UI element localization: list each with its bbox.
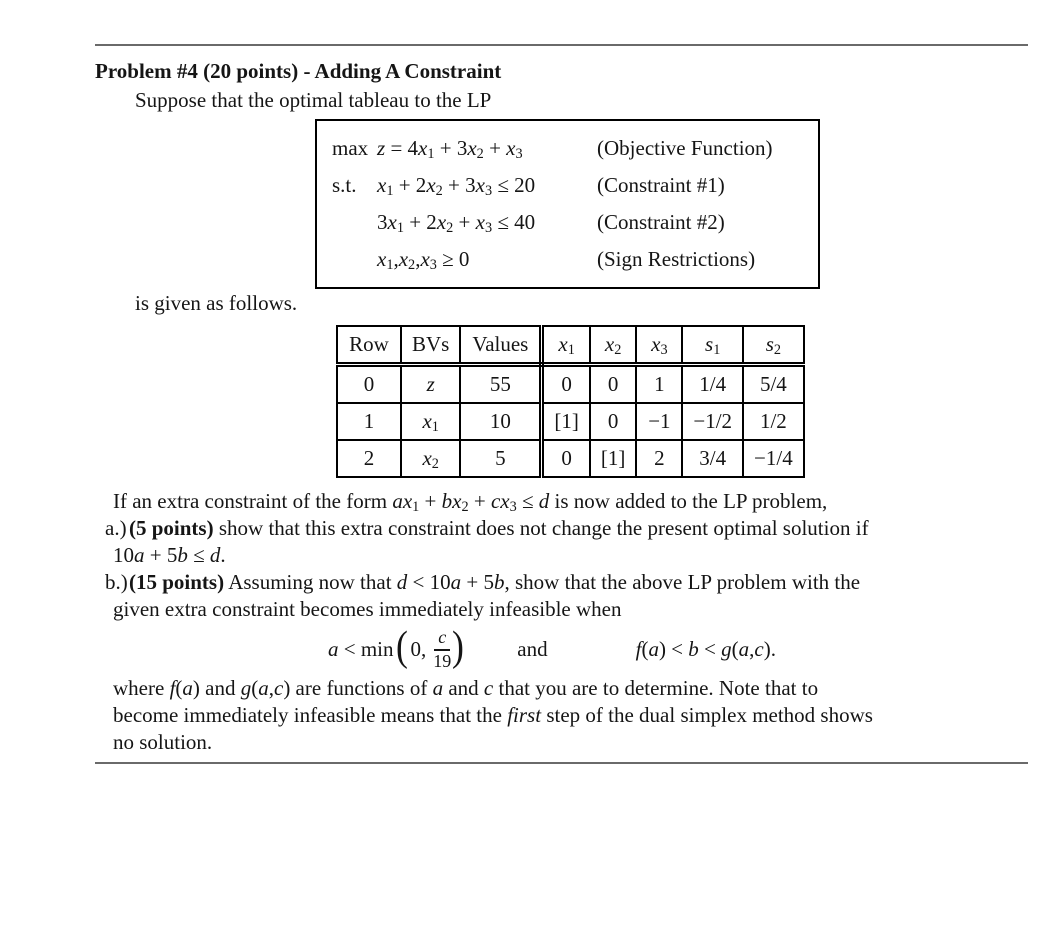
tableau-header-cell: $x_1$ <box>542 326 590 365</box>
tableau-cell: 1/2 <box>743 403 804 440</box>
lp-constraint-2-equation: $3x_1 + 2x_2 + x_3 \le 40$ <box>377 210 536 237</box>
tableau-cell: 0 <box>542 440 590 477</box>
item-b-body <box>113 569 1028 623</box>
item-a-line-2: 10a + 5b ≤ d. <box>113 543 226 567</box>
item-b <box>95 569 1028 623</box>
lp-objective-equation: $z = 4x_1 + 3x_2 + x_3$ <box>377 136 523 163</box>
fraction-numerator: c <box>434 628 450 651</box>
closing-paragraph <box>95 675 1028 756</box>
tableau-cell: [1] <box>590 440 637 477</box>
lp-sign-restrictions-note: (Sign Restrictions) <box>597 247 756 271</box>
item-b-marker: b.) <box>105 570 128 594</box>
left-paren: ( <box>395 623 408 670</box>
lp-row-sign-restrictions <box>332 241 818 278</box>
closing-line-2: become immediately infeasible means that the first step of the dual simplex method shows <box>113 703 873 727</box>
tableau-header-row <box>337 326 804 365</box>
item-a-body <box>113 515 1028 569</box>
problem-title: Problem #4 (20 points) - Adding A Constraint <box>95 59 502 83</box>
tableau-cell: $x_1$ <box>401 403 460 440</box>
tableau-cell: −1/2 <box>682 403 743 440</box>
tableau-cell: 1 <box>337 403 401 440</box>
lp-constraint-1-equation: $x_1 + 2x_2 + 3x_3 \le 20$ <box>377 173 536 200</box>
item-a-marker: a.) <box>105 516 127 540</box>
optimal-tableau-table <box>336 325 805 478</box>
formula-conjunction: and <box>517 636 548 661</box>
lp-row-constraint-1 <box>332 167 818 204</box>
tableau-cell: 1/4 <box>682 365 743 404</box>
tableau-header-cell: $x_2$ <box>590 326 637 365</box>
tableau-header-cell: BVs <box>401 326 460 365</box>
item-a-line-1: (5 points) show that this extra constraint does not change the present optimal solution if <box>129 516 869 540</box>
extra-constraint-line: If an extra constraint of the form $ax_1 + bx_2 + cx_3 \le d$ is now added to the LP problem, <box>113 489 828 516</box>
tableau-header-cell: Values <box>460 326 542 365</box>
item-b-line-2: given extra constraint becomes immediately infeasible when <box>113 597 622 621</box>
lp-prefix-st: s.t. <box>332 173 357 197</box>
right-paren: ) <box>452 623 465 670</box>
tableau-row <box>337 403 804 440</box>
lp-constraint-2-note: (Constraint #2) <box>597 210 725 234</box>
bottom-divider <box>95 762 1028 764</box>
tableau-cell: 0 <box>590 403 637 440</box>
lp-row-constraint-2 <box>332 204 818 241</box>
tableau-header-cell: $s_1$ <box>682 326 743 365</box>
tableau-cell: −1 <box>636 403 682 440</box>
tableau-cell: [1] <box>542 403 590 440</box>
tableau-cell: 0 <box>337 365 401 404</box>
intro-line: Suppose that the optimal tableau to the LP <box>135 88 492 112</box>
tableau-cell: 2 <box>636 440 682 477</box>
top-divider <box>95 44 1028 46</box>
fraction-c-over-19 <box>433 628 451 672</box>
item-a <box>95 515 1028 569</box>
tableau-cell: 0 <box>542 365 590 404</box>
tableau-cell: 0 <box>590 365 637 404</box>
lp-row-objective <box>332 130 818 167</box>
tableau-cell: 5 <box>460 440 542 477</box>
formula-zero: 0, <box>410 636 427 661</box>
tableau-cell: $x_2$ <box>401 440 460 477</box>
tableau-header-cell: $s_2$ <box>743 326 804 365</box>
tableau-header-cell: $x_3$ <box>636 326 682 365</box>
tableau-cell: 3/4 <box>682 440 743 477</box>
lp-prefix-max: max <box>332 136 369 160</box>
tableau-cell: 5/4 <box>743 365 804 404</box>
fraction-denominator: 19 <box>433 651 452 671</box>
formula-rhs: f(a) < b < g(a,c). <box>635 636 776 661</box>
closing-line-3: no solution. <box>113 730 213 754</box>
lp-sign-restrictions-equation: $x_1,x_2,x_3 \ge 0$ <box>377 247 470 274</box>
formula-lhs: a < min <box>328 636 394 661</box>
tableau-cell: −1/4 <box>743 440 804 477</box>
tableau-cell: 10 <box>460 403 542 440</box>
tableau-cell: 55 <box>460 365 542 404</box>
lp-formulation-box <box>315 119 820 289</box>
closing-line-1: where f(a) and g(a,c) are functions of a and c that you are to determine. Note that to <box>113 676 819 700</box>
lp-constraint-1-note: (Constraint #1) <box>597 173 725 197</box>
item-b-line-1: (15 points) Assuming now that d < 10a + 5b, show that the above LP problem with the <box>129 570 861 594</box>
tableau-cell: z <box>401 365 460 404</box>
tableau-cell: 2 <box>337 440 401 477</box>
tableau-cell: 1 <box>636 365 682 404</box>
tableau-row <box>337 365 804 404</box>
lp-objective-note: (Objective Function) <box>597 136 773 160</box>
tableau-header-cell: Row <box>337 326 401 365</box>
infeasibility-condition-formula <box>328 623 1028 672</box>
follows-line: is given as follows. <box>135 291 298 315</box>
tableau-row <box>337 440 804 477</box>
